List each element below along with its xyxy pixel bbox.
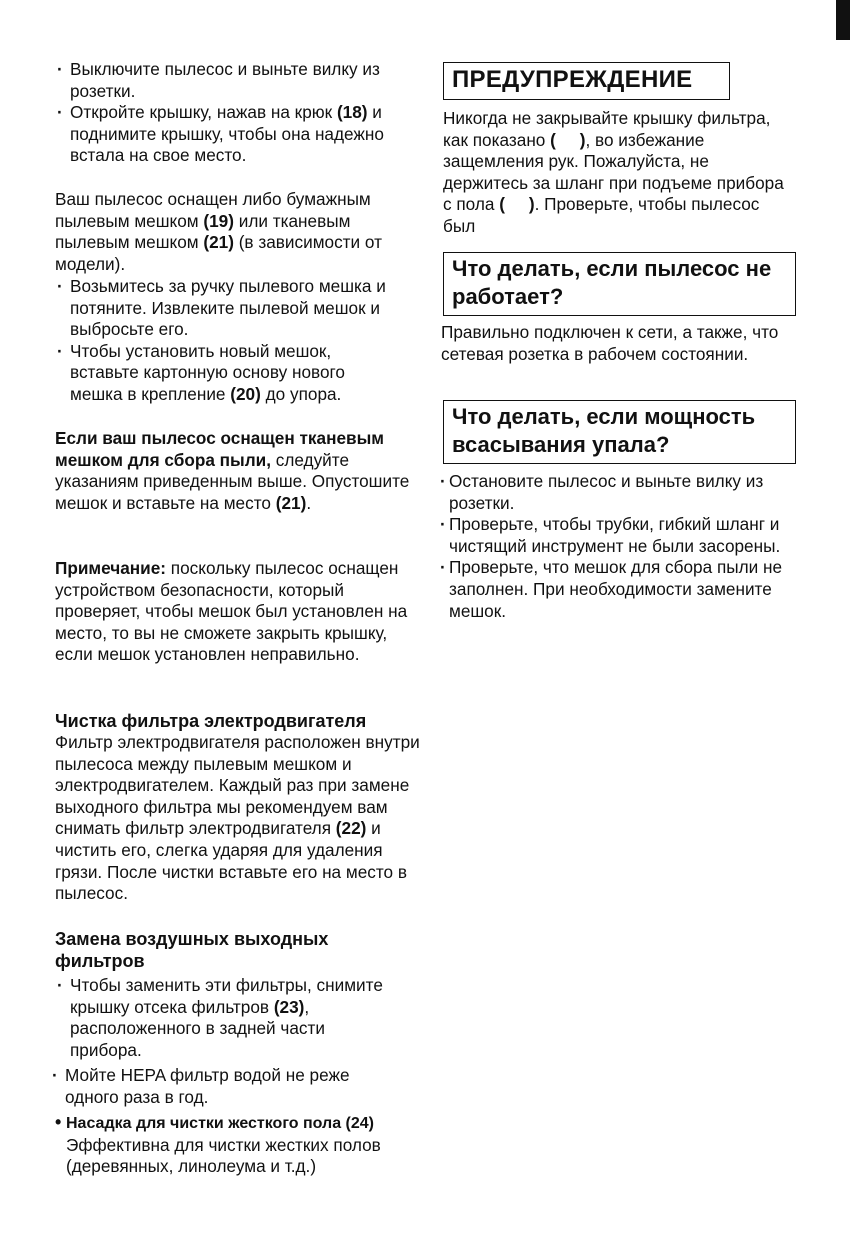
- warning-box: [443, 62, 730, 100]
- page-edge-tab: [836, 0, 850, 40]
- section-heading: Замена воздушных выходных фильтров: [55, 929, 329, 971]
- list-item: · Проверьте, чтобы трубки, гибкий шланг и чистящий инструмент не были засорены.: [443, 514, 793, 557]
- hepa-step: [55, 1065, 415, 1108]
- hard-floor-item: [55, 1112, 415, 1178]
- list-item: · Чтобы заменить эти фильтры, снимите крышку отсека фильтров (23), расположенного в задней части прибора.: [55, 975, 415, 1061]
- hook-ref: (18): [336, 102, 368, 123]
- hard-floor-section: [55, 1112, 415, 1178]
- list-item: • Насадка для чистки жесткого пола (24) Эффективна для чистки жестких полов (деревянных, линолеума и т.д.): [55, 1112, 415, 1178]
- open-lid-steps: [55, 59, 415, 167]
- cloth-bag-paragraph: Если ваш пылесос оснащен тканевым мешком для сбора пыли, следуйте указаниям приведенным выше. Опустошите мешок и вставьте на место (21).: [55, 428, 410, 513]
- motor-filter-section: [55, 710, 425, 905]
- warning-title: ПРЕДУПРЕЖДЕНИЕ: [452, 66, 693, 93]
- not-working-title: Что делать, если пылесос не работает?: [452, 256, 772, 309]
- suction-box: [443, 400, 796, 464]
- motor-filter-text: Фильтр электродвигателя расположен внутри пылесоса между пылевым мешком и электродвигателем. Каждый раз при замене выходного фильтра мы рекомендуем вам снимать фильтр электродвигателя (22) и чистить его, слегка ударяя для удаления грязи. После чистки вставьте его на место в пылесос.: [55, 732, 420, 904]
- list-item: · Чтобы установить новый мешок, вставьте картонную основу нового мешка в крепление (20) до упора.: [55, 341, 415, 406]
- section-heading: Чистка фильтра электродвигателя: [55, 711, 367, 731]
- list-item: · Проверьте, что мешок для сбора пыли не заполнен. При необходимости замените мешок.: [443, 557, 793, 622]
- not-working-box: [443, 252, 796, 316]
- warning-text: Никогда не закрывайте крышку фильтра, как показано ( ), во избежание защемления рук. Пожалуйста, не держитесь за шланг при подъеме прибора с пола ( ). Проверьте, чтобы пылесос был: [443, 108, 784, 236]
- list-item: · Остановите пылесос и выньте вилку из розетки.: [443, 471, 793, 514]
- note-paragraph: Примечание: поскольку пылесос оснащен устройством безопасности, который проверяет, чтобы мешок был установлен на место, то вы не сможете закрыть крышку, если мешок установлен неправильно.: [55, 558, 408, 665]
- suction-title: Что делать, если мощность всасывания упала?: [452, 404, 756, 457]
- not-working-text: Правильно подключен к сети, а также, что сетевая розетка в рабочем состоянии.: [441, 322, 779, 364]
- bag-intro: Ваш пылесос оснащен либо бумажным пылевым мешком (19) или тканевым пылевым мешком (21) (в зависимости от модели).: [55, 189, 382, 274]
- list-item: · Возьмитесь за ручку пылевого мешка и потяните. Извлеките пылевой мешок и выбросьте его.: [55, 276, 415, 341]
- suction-steps: [443, 471, 793, 622]
- outlet-filters-section: [55, 928, 415, 1109]
- outlet-filter-steps: [55, 975, 415, 1061]
- list-item: · Мойте HEPA фильтр водой не реже одного раза в год.: [55, 1065, 415, 1108]
- list-item: · Откройте крышку, нажав на крюк (18) и поднимите крышку, чтобы она надежно встала на свое место.: [55, 102, 415, 167]
- bag-steps: [55, 276, 415, 406]
- list-item: · Выключите пылесос и выньте вилку из розетки.: [55, 59, 415, 102]
